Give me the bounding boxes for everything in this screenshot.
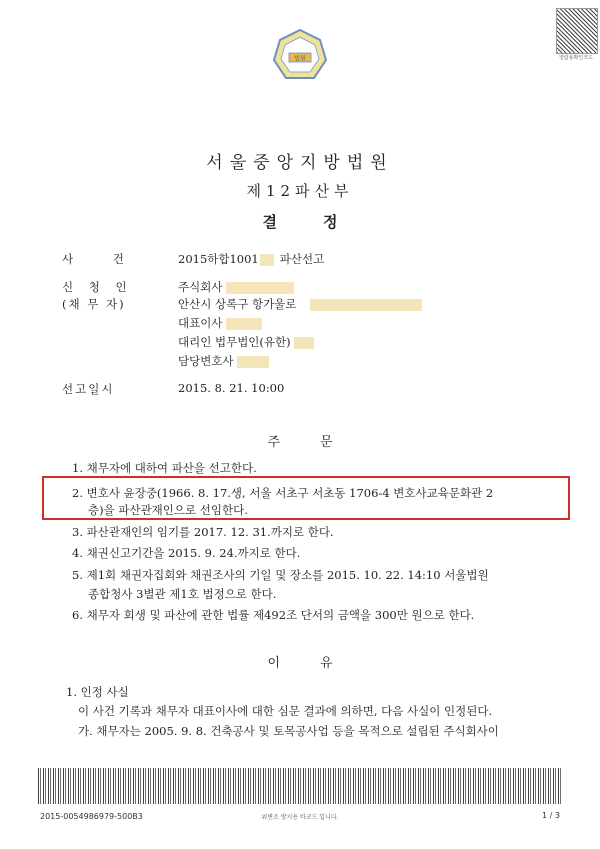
applicant-label: 신 청 인 xyxy=(62,280,133,294)
redaction-mark xyxy=(294,337,314,349)
case-number xyxy=(178,251,324,267)
document-number: 2015-0054986979-500B3 xyxy=(40,812,143,821)
address-row xyxy=(178,296,422,312)
redaction-mark xyxy=(237,356,269,368)
order-item-1: 1. 채무자에 대하여 파산을 선고한다. xyxy=(72,461,257,475)
applicant-name: 주식회사 xyxy=(178,280,223,294)
seal-text: 법원 xyxy=(294,55,306,63)
agent-row xyxy=(178,334,314,350)
redaction-mark xyxy=(226,318,262,330)
representative-row xyxy=(178,315,262,331)
division-name: 제12파산부 xyxy=(246,182,354,200)
case-suffix: 파산선고 xyxy=(279,252,325,266)
redaction-mark xyxy=(310,299,422,311)
lawyer-row xyxy=(178,353,269,369)
page-number: 1 / 3 xyxy=(542,811,560,820)
document-type: 결정 xyxy=(262,213,384,231)
case-number-text: 2015하합1001 xyxy=(178,252,259,266)
agent-text: 대리인 법무법인(유한) xyxy=(178,335,291,349)
date-value: 2015. 8. 21. 10:00 xyxy=(178,381,285,395)
reason-line-2: 가. 채무자는 2005. 9. 8. 건축공사 및 토목공사업 등을 목적으로 설립된 주식회사이 xyxy=(78,724,499,738)
reason-title: 이유 xyxy=(267,656,373,671)
date-label: 선고일시 xyxy=(62,382,115,396)
order-item-4: 4. 채권신고기간을 2015. 9. 24.까지로 한다. xyxy=(72,546,301,560)
debtor-label: (채 무 자) xyxy=(62,297,126,311)
case-label: 사 건 xyxy=(62,252,142,266)
order-title: 주문 xyxy=(267,435,373,450)
court-seal-icon xyxy=(272,28,328,84)
reason-subheading: 1. 인정 사실 xyxy=(66,685,129,699)
barcode-notice: 위변조 방지용 바코드 입니다. xyxy=(261,814,339,821)
representative-text: 대표이사 xyxy=(178,316,223,330)
order-item-3: 3. 파산관재인의 임기를 2017. 12. 31.까지로 한다. xyxy=(72,525,334,539)
order-item-2-line2: 층)을 파산관재인으로 선임한다. xyxy=(88,503,248,517)
order-item-2-line1: 2. 변호사 윤장중(1966. 8. 17.생, 서울 서초구 서초동 1706-4 변호사교육문화관 2 xyxy=(72,486,494,500)
redaction-mark xyxy=(226,282,294,294)
applicant-row xyxy=(178,279,294,295)
court-name: 서울중앙지방법원 xyxy=(206,153,394,173)
reason-line-1: 이 사건 기록과 채무자 대표이사에 대한 심문 결과에 의하면, 다음 사실이 인정된다. xyxy=(78,704,493,718)
order-item-5-line2: 종합청사 3별관 제1호 법정으로 한다. xyxy=(88,587,277,601)
lawyer-text: 담당변호사 xyxy=(178,354,234,368)
highlight-box xyxy=(42,476,570,520)
order-item-5-line1: 5. 제1회 채권자집회와 채권조사의 기일 및 장소를 2015. 10. 22. 14:10 서울법원 xyxy=(72,568,489,582)
address-text: 안산시 상록구 항가울로 xyxy=(178,297,297,311)
qr-caption: 열람용확인코드 xyxy=(559,55,593,61)
qr-code xyxy=(556,8,598,54)
anti-forgery-barcode xyxy=(38,768,562,804)
order-item-6: 6. 채무자 회생 및 파산에 관한 법률 제492조 단서의 금액을 300만 원으로 한다. xyxy=(72,608,475,622)
redaction-mark xyxy=(260,254,274,266)
